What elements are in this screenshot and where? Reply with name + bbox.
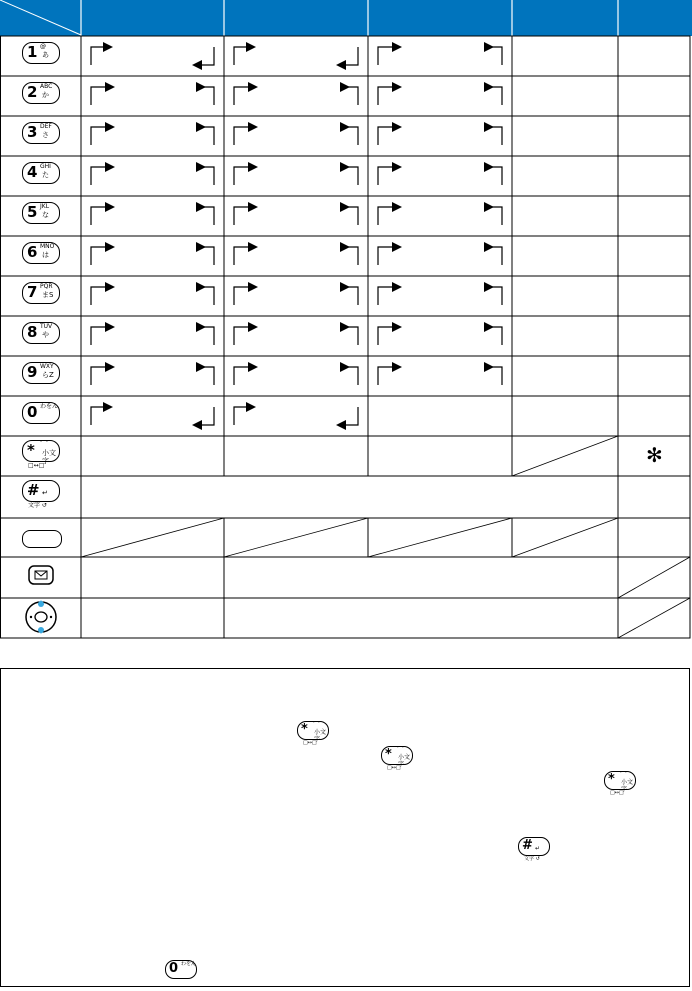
blank-key-icon [22,528,60,552]
arrow-head [392,42,402,52]
arrow-head [392,82,402,92]
key-main-label: * [301,722,308,737]
arrow-head [484,42,494,52]
arrow-head [336,60,346,70]
arrow-loop [91,42,214,70]
key-main-label: * [608,772,615,787]
arrow-head [392,322,402,332]
arrow-head [484,322,494,332]
arrow-head [484,162,494,172]
key-main-label: 9 [27,363,38,381]
key-main-label: 7 [27,283,38,301]
key-5-icon [22,202,60,226]
key-sub-label: は [42,251,49,259]
key-under-label: □↔□ [610,790,624,796]
arrow-head [248,362,258,372]
inline-star-key-icon [381,746,415,770]
arrow-head [192,60,202,70]
key-main-label: 0 [169,961,179,976]
key-under-label: 文字 ↺ [28,502,47,509]
arrow-forward [234,202,358,225]
arrow-head [196,282,206,292]
arrow-head [105,322,115,332]
key-sup-label: ゛゜ [40,441,53,448]
arrow-head [192,420,202,430]
arrow-head [340,122,350,132]
arrow-loop [234,42,358,70]
inline-zero-key-icon [165,960,199,984]
cell-diagonal [81,518,224,557]
arrow-forward [234,162,358,185]
key-sub-label: まS [42,291,54,299]
arrow-head [248,202,258,212]
key-main-label: 5 [27,203,38,221]
key-star-icon [22,440,60,469]
cell-diagonal [618,598,690,638]
arrow-head [248,122,258,132]
arrow-head [196,82,206,92]
arrow-head [340,82,350,92]
key-sub-label: さ [42,131,49,139]
arrow-head [340,322,350,332]
key-sub-label: 小文字 [42,449,56,465]
arrow-head [105,122,115,132]
key-main-label: 6 [27,243,38,261]
arrow-forward [91,202,214,225]
key-sup-label: GHI [40,163,51,170]
key-sub-label: 小文字 [314,729,327,743]
key-sub-label: な [42,211,49,219]
key-sup-label: ゛゜ [313,722,324,728]
arrow-head [196,242,206,252]
arrow-head [336,420,346,430]
arrow-head [484,242,494,252]
arrow-forward [378,122,502,145]
arrow-head [105,162,115,172]
key-sup-label: PQR [40,283,53,290]
arrow-head [484,282,494,292]
key-main-label: 0 [27,403,38,421]
key-main-label: 1 [27,43,38,61]
key-sup-label: DEF [40,123,52,130]
key-sup-label: ABC [40,83,53,90]
key-sup-label: ゛゜ [397,747,408,753]
key-sub-label: た [42,171,49,179]
cell-diagonal [224,518,368,557]
arrow-forward [234,122,358,145]
key-main-label: 4 [27,163,38,181]
arrow-forward [378,322,502,345]
arrow-forward [378,162,502,185]
arrow-head [484,362,494,372]
arrow-head [340,162,350,172]
arrow-forward [378,82,502,105]
key-under-label: □↔□ [28,462,45,469]
key-6-icon [22,242,60,266]
key-main-label: 8 [27,323,38,341]
arrow-forward [234,82,358,105]
arrow-head [196,322,206,332]
arrow-forward [234,242,358,265]
cell-diagonal [512,518,618,557]
key-9-icon [22,362,60,386]
arrow-forward [378,242,502,265]
arrow-head [248,242,258,252]
arrow-head [340,202,350,212]
key-main-label: * [27,441,35,459]
inline-star-key-icon [604,771,638,795]
arrow-forward [91,82,214,105]
arrow-head [484,122,494,132]
arrow-forward [91,122,214,145]
arrow-forward [234,282,358,305]
key-8-icon [22,322,60,346]
key-sup-label: MNO [40,243,55,250]
arrow-head [105,282,115,292]
key-main-label: # [522,838,533,853]
arrow-head [484,202,494,212]
key-2-icon [22,82,60,106]
nav-key-icon [26,600,56,634]
arrow-head [340,242,350,252]
key-sub-label: 小文字 [621,779,634,793]
arrow-head [392,362,402,372]
arrow-head [103,42,113,52]
key-sup-label: ゛゜ [620,772,631,778]
arrow-head [340,282,350,292]
cell-diagonal [368,518,512,557]
key-sup-label: @ [40,43,46,50]
key-sup-label: TUV [40,323,53,330]
inline-star-key-icon [297,721,331,745]
arrow-head [248,82,258,92]
key-sub-label: や [42,331,49,339]
key-sub-label: か [42,91,49,99]
arrow-forward [234,362,358,385]
arrow-forward [378,282,502,305]
arrow-head [196,202,206,212]
key-sub-label: らZ [42,371,54,379]
arrow-forward [234,322,358,345]
arrow-head [196,162,206,172]
key-main-label: * [385,747,392,762]
arrow-head [340,362,350,372]
inline-hash-key-icon [518,837,552,861]
key-sup-label: JKL [40,203,50,210]
key-main-label: 2 [27,83,38,101]
arrow-head [246,42,256,52]
arrow-forward [91,322,214,345]
key-sub-label: 小文字 [398,754,411,768]
key-sup-label: わをん [181,961,197,967]
arrow-loop [91,402,214,430]
arrow-head [392,202,402,212]
arrow-head [248,162,258,172]
cell-diagonal [512,436,618,476]
key-hash-icon [22,480,60,509]
arrow-forward [91,242,214,265]
special-key-icons [26,566,56,634]
arrow-head [246,402,256,412]
key-sub-label: ↵ [535,845,541,852]
arrow-forward [378,42,502,65]
key-under-label: □↔□ [387,765,401,771]
key-sub-label: あ [42,51,49,59]
key-sup-label: わをん [40,403,59,410]
arrow-loop [234,402,358,430]
arrow-head [196,362,206,372]
arrow-head [392,242,402,252]
mail-key-icon [29,566,53,584]
key-7-icon [22,282,60,306]
arrow-head [105,362,115,372]
star-glyph: ✻ [646,443,663,467]
key-1-icon [22,42,60,66]
key-main-label: # [27,481,40,499]
note-box [0,668,690,987]
arrow-head [248,322,258,332]
arrow-forward [378,202,502,225]
key-outline [22,530,62,548]
key-under-label: 文字 ↺ [524,856,540,862]
arrow-forward [378,362,502,385]
arrow-head [392,282,402,292]
arrow-forward [91,162,214,185]
key-4-icon [22,162,60,186]
arrow-head [103,402,113,412]
arrow-head [392,162,402,172]
arrow-head [105,202,115,212]
arrow-forward [91,282,214,305]
key-sub-label: ↵ [42,489,48,497]
arrow-head [248,282,258,292]
key-under-label: □↔□ [303,740,317,746]
arrow-forward [91,362,214,385]
arrow-head [105,82,115,92]
cell-diagonal [618,557,690,598]
arrow-head [484,82,494,92]
arrow-head [196,122,206,132]
table-diagonals [81,436,690,638]
arrow-head [392,122,402,132]
key-0-icon [22,402,60,426]
key-main-label: 3 [27,123,38,141]
key-3-icon [22,122,60,146]
arrow-head [105,242,115,252]
key-sup-label: WXY [40,363,54,370]
